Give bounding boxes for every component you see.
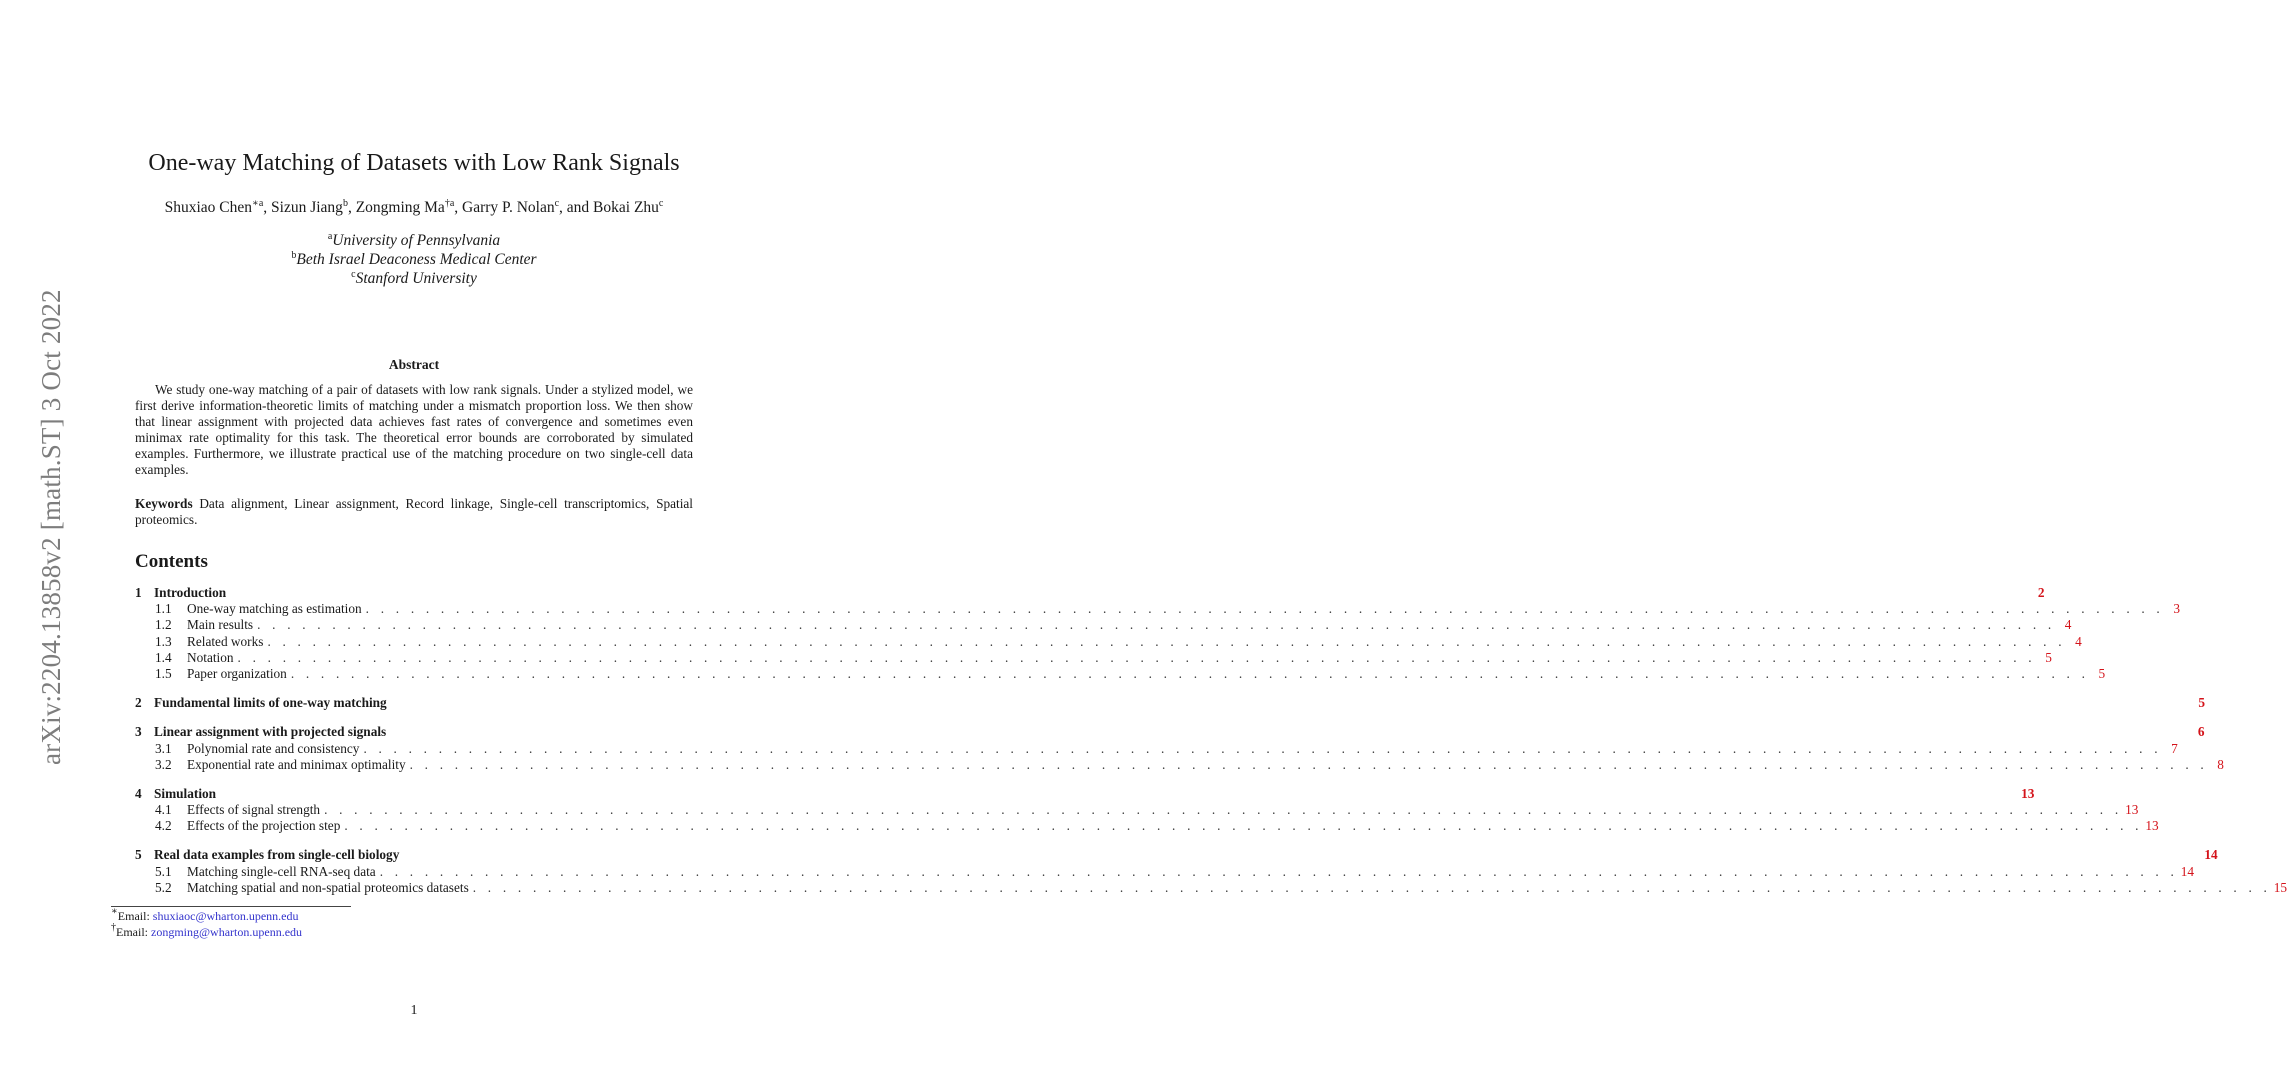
toc-number: 1.5 [155, 665, 172, 681]
toc-subsection[interactable] [135, 740, 2178, 757]
footnote-label: Email: [117, 909, 153, 923]
keywords-label: Keywords [135, 496, 193, 511]
affiliation-name: Stanford University [355, 270, 477, 287]
toc-leader: . . . . . . . . . . . . . . . . . . . . . . . . . . . . . . . . . . . . . . . . . . . . . . . . . . . . . . . . . . . . . . . . . . . . . . . . . . . . . . . . . . . . . . . . . . . . . . . . . . . . . . . . . . . . . . . . . . . . . . . . [324, 802, 2123, 818]
toc-title[interactable]: Effects of signal strength [187, 802, 321, 818]
toc-page-link[interactable]: 5 [2045, 649, 2052, 665]
toc-subsection[interactable] [135, 818, 2159, 834]
toc-page-link[interactable]: 14 [2204, 847, 2218, 863]
toc-subsection[interactable] [135, 802, 2139, 818]
toc-title[interactable]: Introduction [154, 585, 227, 600]
toc-title[interactable]: Fundamental limits of one-way matching [154, 695, 387, 711]
author-mark: ∗a [252, 198, 264, 209]
toc-section[interactable] [135, 695, 2205, 711]
toc-page-link[interactable]: 15 [2273, 879, 2287, 895]
toc-subsection[interactable] [135, 665, 2106, 682]
footnote-1 [111, 906, 299, 924]
toc-leader: . . . . . . . . . . . . . . . . . . . . . . . . . . . . . . . . . . . . . . . . . . . . . . . . . . . . . . . . . . . . . . . . . . . . . . . . . . . . . . . . . . . . . . . . . . . . . . . . . . . . . . . . . . . . . . . . . . . . . . . . [379, 863, 2178, 879]
paper-title: One-way Matching of Datasets with Low Rank Signals [148, 150, 680, 176]
keywords-text: Data alignment, Linear assignment, Record linkage, Single-cell transcriptomics, Spatial proteomics. [135, 496, 693, 527]
toc-section[interactable] [135, 585, 2045, 601]
toc-spacer [135, 711, 695, 724]
toc-section[interactable] [135, 847, 2218, 863]
toc-title[interactable]: Real data examples from single-cell biology [154, 847, 400, 863]
toc-leader: . . . . . . . . . . . . . . . . . . . . . . . . . . . . . . . . . . . . . . . . . . . . . . . . . . . . . . . . . . . . . . . . . . . . . . . . . . . . . . . . . . . . . . . . . . . . . . . . . . . . . . . . . . . . . . . . . . . . . . . . [344, 818, 2143, 834]
affiliation-name: Beth Israel Deaconess Medical Center [296, 251, 537, 268]
author-list [0, 199, 828, 217]
toc-leader: . . . . . . . . . . . . . . . . . . . . . . . . . . . . . . . . . . . . . . . . . . . . . . . . . . . . . . . . . . . . . . . . . . . . . . . . . . . . . . . . . . . . . . . . . . . . . . . . . . . . . . . . . . . . . . . . . . . . . . . . [472, 879, 2272, 895]
affiliation-mark: c [351, 269, 356, 280]
author-name: Sizun Jiang [271, 199, 343, 216]
author-separator: , [347, 199, 356, 216]
toc-title[interactable]: Paper organization [187, 665, 287, 681]
toc-title[interactable]: Effects of the projection step [187, 818, 341, 834]
toc-page-link[interactable]: 8 [2217, 756, 2224, 772]
toc-number: 1.3 [155, 633, 172, 649]
toc-title[interactable]: Exponential rate and minimax optimality [187, 756, 406, 772]
contents-heading: Contents [135, 551, 208, 572]
affiliation-mark: b [291, 250, 297, 261]
toc-subsection[interactable] [135, 756, 2224, 773]
toc-number: 4.2 [155, 818, 172, 834]
toc-title[interactable]: Related works [187, 633, 264, 649]
author-mark: b [342, 198, 348, 209]
toc-title[interactable]: Simulation [154, 785, 217, 801]
toc-number: 2 [135, 695, 142, 711]
toc-number: 1.1 [155, 601, 172, 617]
toc-number: 5 [135, 847, 142, 863]
author-name: Shuxiao Chen [164, 199, 253, 216]
toc-section[interactable] [135, 724, 2205, 740]
toc-title[interactable]: Linear assignment with projected signals [154, 724, 387, 740]
toc-leader: . . . . . . . . . . . . . . . . . . . . . . . . . . . . . . . . . . . . . . . . . . . . . . . . . . . . . . . . . . . . . . . . . . . . . . . . . . . . . . . . . . . . . . . . . . . . . . . . . . . . . . . . . . . . . . . . . . . . . . . . [267, 633, 2066, 649]
toc-page-link[interactable]: 7 [2171, 740, 2178, 756]
toc-title[interactable]: One-way matching as estimation [187, 601, 362, 617]
author-separator: , [454, 199, 463, 216]
author-name: Garry P. Nolan [462, 199, 555, 216]
toc-page-link[interactable]: 4 [2075, 633, 2082, 649]
toc-page-link[interactable]: 5 [2198, 695, 2205, 711]
author-name: Zongming Ma [355, 199, 445, 216]
toc-leader: . . . . . . . . . . . . . . . . . . . . . . . . . . . . . . . . . . . . . . . . . . . . . . . . . . . . . . . . . . . . . . . . . . . . . . . . . . . . . . . . . . . . . . . . . . . . . . . . . . . . . . . . . . . . . . . . . . . . . . . . [409, 756, 2208, 772]
toc-subsection[interactable] [135, 863, 2194, 880]
toc-subsection[interactable] [135, 633, 2082, 650]
toc-page-link[interactable]: 6 [2197, 724, 2205, 740]
footnote-mark: † [111, 922, 116, 933]
arxiv-identifier: arXiv:2204.13858v2 [math.ST] 3 Oct 2022 [36, 289, 66, 765]
toc-page-link[interactable]: 4 [2064, 617, 2072, 633]
affiliation [0, 250, 828, 269]
email-link[interactable]: shuxiaoc@wharton.upenn.edu [152, 909, 299, 923]
affiliation-list [0, 231, 828, 288]
toc-subsection[interactable] [135, 601, 2180, 617]
affiliation [0, 269, 828, 288]
abstract-heading: Abstract [388, 357, 440, 372]
toc-title[interactable]: Polynomial rate and consistency [187, 740, 360, 756]
abstract-text: We study one-way matching of a pair of datasets with low rank signals. Under a stylized model, we first derive information-theoretic limits of matching under a mismatch proportion loss. We then show that linear assignment with projected data achieves fast rates of convergence and sometimes even minimax rate optimality for this task. The theoretical error bounds are corroborated by simulated examples. Furthermore, we illustrate practical use of the matching procedure on two single-cell data examples. [135, 382, 693, 477]
toc-page-link[interactable]: 2 [2037, 585, 2045, 600]
affiliation-mark: a [327, 231, 333, 242]
author-mark: c [554, 198, 560, 209]
toc-number: 1.4 [155, 649, 172, 665]
footnote-label: Email: [116, 925, 151, 939]
toc-number: 3.1 [155, 740, 172, 756]
toc-subsection[interactable] [135, 617, 2072, 633]
toc-page-link[interactable]: 13 [2021, 785, 2035, 801]
toc-page-link[interactable]: 13 [2145, 818, 2159, 834]
footnote-2 [111, 922, 303, 940]
affiliation [0, 231, 828, 250]
toc-title[interactable]: Matching single-cell RNA-seq data [187, 863, 376, 879]
toc-page-link[interactable]: 3 [2173, 601, 2180, 617]
author-mark: †a [444, 198, 455, 209]
toc-number: 1 [135, 585, 142, 600]
author-separator: , [263, 199, 272, 216]
toc-spacer [135, 834, 695, 847]
toc-spacer [135, 682, 695, 695]
toc-number: 3 [135, 724, 142, 740]
toc-subsection[interactable] [135, 649, 2052, 666]
email-link[interactable]: zongming@wharton.upenn.edu [151, 925, 303, 939]
keywords [135, 496, 693, 528]
table-of-contents [135, 585, 2287, 896]
toc-leader: . . . . . . . . . . . . . . . . . . . . . . . . . . . . . . . . . . . . . . . . . . . . . . . . . . . . . . . . . . . . . . . . . . . . . . . . . . . . . . . . . . . . . . . . . . . . . . . . . . . . . . . . . . . . . . . . . . . . . . . . [365, 601, 2164, 617]
toc-number: 3.2 [155, 756, 172, 772]
toc-number: 1.2 [155, 617, 172, 633]
toc-leader: . . . . . . . . . . . . . . . . . . . . . . . . . . . . . . . . . . . . . . . . . . . . . . . . . . . . . . . . . . . . . . . . . . . . . . . . . . . . . . . . . . . . . . . . . . . . . . . . . . . . . . . . . . . . . . . . . . . . . . . . [257, 617, 2056, 633]
affiliation-name: University of Pennsylvania [332, 232, 501, 249]
author-separator: , and [559, 199, 594, 216]
toc-leader: . . . . . . . . . . . . . . . . . . . . . . . . . . . . . . . . . . . . . . . . . . . . . . . . . . . . . . . . . . . . . . . . . . . . . . . . . . . . . . . . . . . . . . . . . . . . . . . . . . . . . . . . . . . . . . . . . . . . . . . . [290, 665, 2090, 681]
toc-page-link[interactable]: 14 [2180, 863, 2194, 879]
toc-title[interactable]: Main results [187, 617, 254, 633]
toc-leader: . . . . . . . . . . . . . . . . . . . . . . . . . . . . . . . . . . . . . . . . . . . . . . . . . . . . . . . . . . . . . . . . . . . . . . . . . . . . . . . . . . . . . . . . . . . . . . . . . . . . . . . . . . . . . . . . . . . . . . . . [363, 740, 2162, 756]
toc-spacer [135, 773, 695, 786]
toc-section[interactable] [135, 785, 2035, 802]
toc-subsection[interactable] [135, 879, 2287, 896]
toc-leader: . . . . . . . . . . . . . . . . . . . . . . . . . . . . . . . . . . . . . . . . . . . . . . . . . . . . . . . . . . . . . . . . . . . . . . . . . . . . . . . . . . . . . . . . . . . . . . . . . . . . . . . . . . . . . . . . . . . . . . . . [237, 649, 2036, 665]
footnote-mark: ∗ [111, 906, 118, 917]
toc-number: 5.1 [155, 863, 172, 879]
author-name: Bokai Zhu [593, 199, 659, 216]
toc-page-link[interactable]: 13 [2125, 802, 2139, 818]
footnote-rule [111, 906, 351, 907]
toc-number: 4.1 [155, 802, 172, 818]
toc-title[interactable]: Matching spatial and non-spatial proteomics datasets [187, 879, 469, 895]
toc-page-link[interactable]: 5 [2098, 665, 2106, 681]
toc-number: 4 [135, 785, 142, 801]
toc-number: 5.2 [155, 879, 172, 895]
author-mark: c [658, 198, 664, 209]
toc-title[interactable]: Notation [187, 649, 234, 665]
page-number: 1 [410, 1003, 418, 1018]
